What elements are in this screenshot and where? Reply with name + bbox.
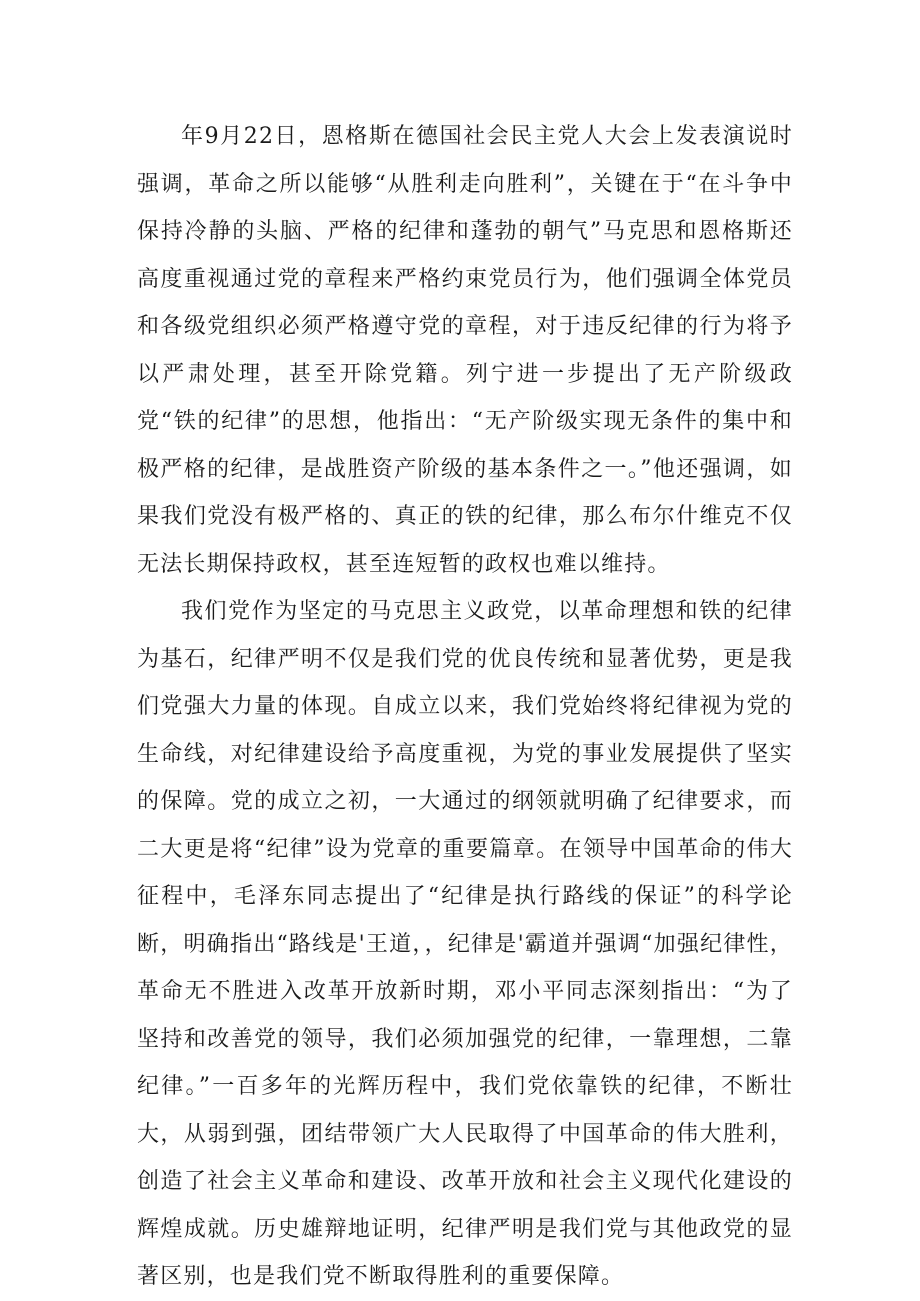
paragraph-1: 年9月22日，恩格斯在德国社会民主党人大会上发表演说时强调，革命之所以能够“从胜利走向胜利”，关键在于“在斗争中保持冷静的头脑、严格的纪律和蓬勃的朝气”马克思和恩格斯还高度重视通过党的章程来严格约束党员行为，他们强调全体党员和各级党组织必须严格遵守党的章程，对于违反纪律的行为将予以严肃处理，甚至开除党籍。列宁进一步提出了无产阶级政党“铁的纪律”的思想，他指出：“无产阶级实现无条件的集中和极严格的纪律，是战胜资产阶级的基本条件之一。”他还强调，如果我们党没有极严格的、真正的铁的纪律，那么布尔什维克不仅无法长期保持政权，甚至连短暂的政权也难以维持。 (137, 124, 793, 577)
body-text (137, 113, 793, 1301)
paragraph-2: 我们党作为坚定的马克思主义政党，以革命理想和铁的纪律为基石，纪律严明不仅是我们党的优良传统和显著优势，更是我们党强大力量的体现。自成立以来，我们党始终将纪律视为党的生命线，对纪律建设给予高度重视，为党的事业发展提供了坚实的保障。党的成立之初，一大通过的纲领就明确了纪律要求，而二大更是将“纪律”设为党章的重要篇章。在领导中国革命的伟大征程中，毛泽东同志提出了“纪律是执行路线的保证”的科学论断，明确指出“路线是'王道，，纪律是'霸道并强调“加强纪律性，革命无不胜进入改革开放新时期，邓小平同志深刻指出：“为了坚持和改善党的领导，我们必须加强党的纪律，一靠理想，二靠纪律。”一百多年的光辉历程中，我们党依靠铁的纪律，不断壮大，从弱到强，团结带领广大人民取得了中国革命的伟大胜利，创造了社会主义革命和建设、改革开放和社会主义现代化建设的辉煌成就。历史雄辩地证明，纪律严明是我们党与其他政党的显著区别，也是我们党不断取得胜利的重要保障。 (137, 599, 793, 1289)
